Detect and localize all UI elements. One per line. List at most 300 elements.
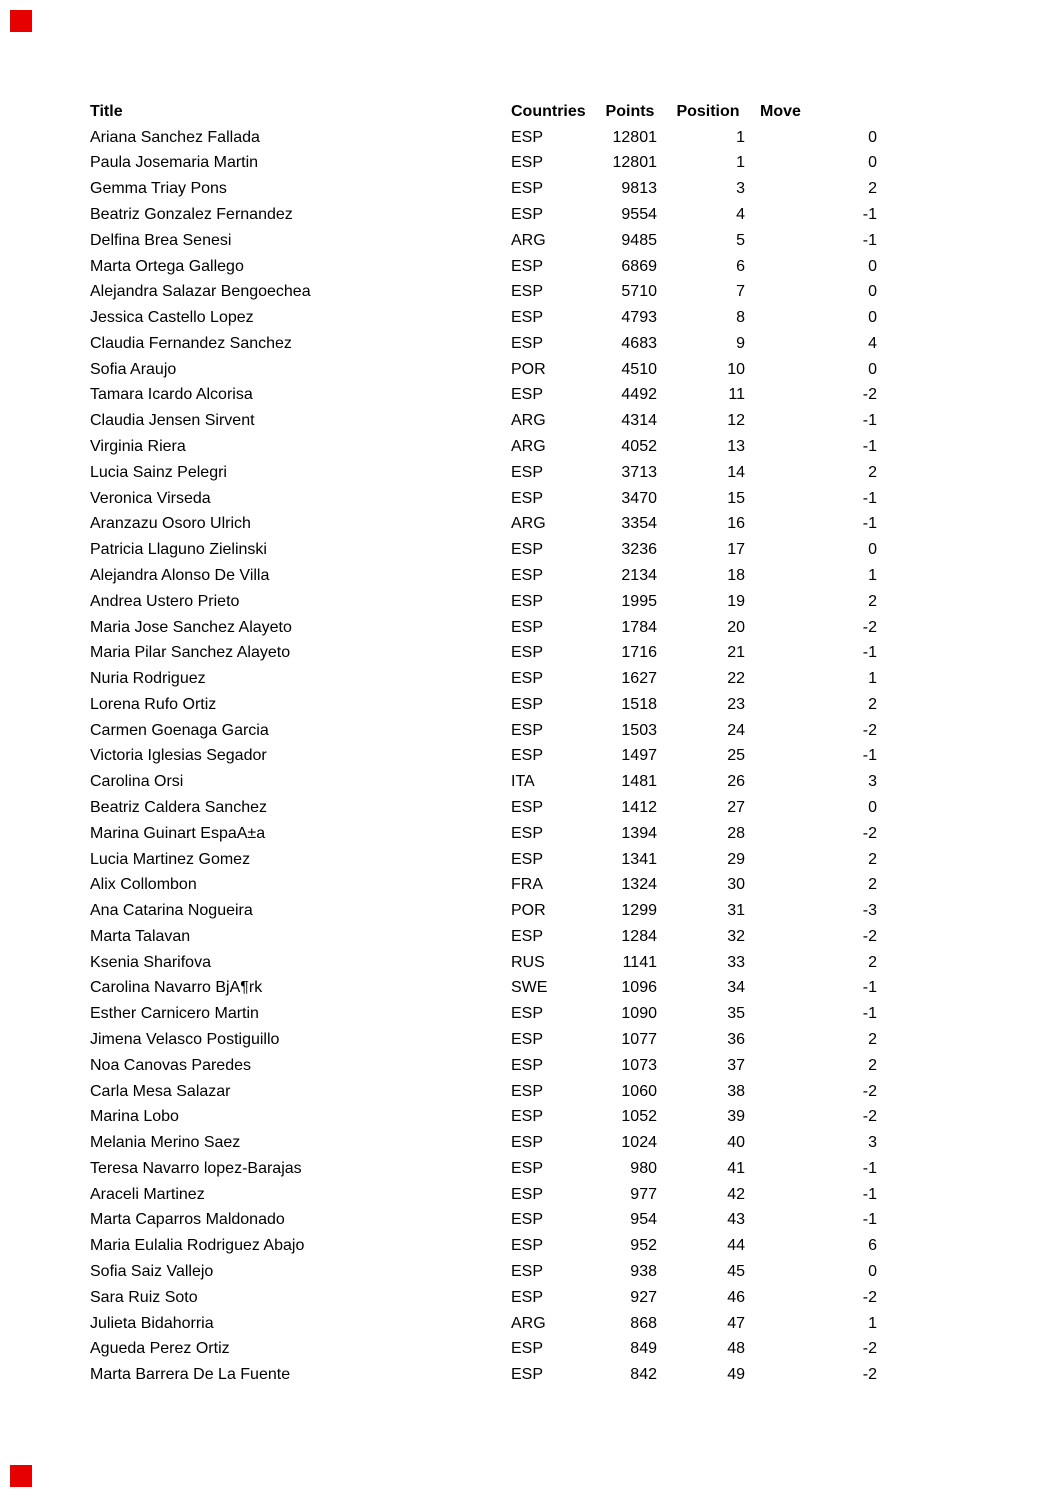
cell-player-name: Delfina Brea Senesi xyxy=(90,232,232,249)
cell-position: 31 xyxy=(727,903,745,920)
cell-country: ITA xyxy=(511,774,535,791)
cell-position: 24 xyxy=(727,722,745,739)
cell-position: 17 xyxy=(727,542,745,559)
cell-position: 41 xyxy=(727,1160,745,1177)
table-row xyxy=(90,666,884,692)
cell-position: 38 xyxy=(727,1083,745,1100)
cell-move: 2 xyxy=(868,851,877,868)
cell-country: ESP xyxy=(511,258,544,275)
cell-position: 46 xyxy=(727,1289,745,1306)
cell-country: ESP xyxy=(511,284,544,301)
table-row xyxy=(90,1285,884,1311)
cell-player-name: Ksenia Sharifova xyxy=(90,954,211,971)
cell-points: 1073 xyxy=(621,1057,657,1074)
cell-player-name: Marina Lobo xyxy=(90,1109,179,1126)
cell-move: -1 xyxy=(862,1160,877,1177)
cell-player-name: Julieta Bidahorria xyxy=(90,1315,214,1332)
cell-move: -1 xyxy=(862,980,877,997)
table-row xyxy=(90,769,884,795)
table-row xyxy=(90,151,884,177)
cell-player-name: Lucia Sainz Pelegri xyxy=(90,464,227,481)
table-row xyxy=(90,898,884,924)
cell-points: 1481 xyxy=(621,774,657,791)
cell-country: ESP xyxy=(511,1109,544,1126)
cell-move: -3 xyxy=(862,903,877,920)
cell-move: -2 xyxy=(862,1083,877,1100)
table-row xyxy=(90,254,884,280)
cell-country: ARG xyxy=(511,413,546,430)
cell-move: -1 xyxy=(862,490,877,507)
cell-position: 27 xyxy=(727,799,745,816)
cell-points: 1518 xyxy=(621,696,657,713)
cell-player-name: Noa Canovas Paredes xyxy=(90,1057,251,1074)
cell-player-name: Sara Ruiz Soto xyxy=(90,1289,198,1306)
cell-points: 3236 xyxy=(621,542,657,559)
cell-player-name: Esther Carnicero Martin xyxy=(90,1006,259,1023)
table-row xyxy=(90,950,884,976)
cell-move: 2 xyxy=(868,464,877,481)
cell-move: -1 xyxy=(862,645,877,662)
table-row xyxy=(90,176,884,202)
cell-points: 952 xyxy=(630,1238,657,1255)
table-row xyxy=(90,537,884,563)
cell-position: 4 xyxy=(736,207,745,224)
cell-move: -2 xyxy=(862,825,877,842)
table-row xyxy=(90,1104,884,1130)
cell-player-name: Virginia Riera xyxy=(90,439,186,456)
table-row xyxy=(90,640,884,666)
cell-position: 1 xyxy=(736,129,745,146)
cell-position: 44 xyxy=(727,1238,745,1255)
cell-points: 4793 xyxy=(621,310,657,327)
cell-points: 5710 xyxy=(621,284,657,301)
cell-country: ESP xyxy=(511,928,544,945)
table-row xyxy=(90,1337,884,1363)
cell-move: -1 xyxy=(862,1006,877,1023)
cell-position: 1 xyxy=(736,155,745,172)
table-row xyxy=(90,976,884,1002)
cell-player-name: Marta Caparros Maldonado xyxy=(90,1212,285,1229)
cell-country: ESP xyxy=(511,567,544,584)
table-row xyxy=(90,615,884,641)
cell-position: 42 xyxy=(727,1186,745,1203)
cell-points: 1077 xyxy=(621,1032,657,1049)
table-row xyxy=(90,718,884,744)
cell-position: 3 xyxy=(736,181,745,198)
table-row xyxy=(90,228,884,254)
cell-position: 5 xyxy=(736,232,745,249)
cell-points: 3354 xyxy=(621,516,657,533)
cell-move: -2 xyxy=(862,722,877,739)
cell-position: 36 xyxy=(727,1032,745,1049)
table-row xyxy=(90,486,884,512)
cell-move: -1 xyxy=(862,748,877,765)
table-header-row xyxy=(90,99,884,125)
cell-position: 39 xyxy=(727,1109,745,1126)
cell-country: ESP xyxy=(511,1367,544,1384)
cell-position: 43 xyxy=(727,1212,745,1229)
cell-player-name: Victoria Iglesias Segador xyxy=(90,748,267,765)
cell-move: -1 xyxy=(862,413,877,430)
cell-position: 22 xyxy=(727,671,745,688)
cell-position: 14 xyxy=(727,464,745,481)
cell-position: 10 xyxy=(727,361,745,378)
cell-move: 0 xyxy=(868,129,877,146)
cell-position: 40 xyxy=(727,1135,745,1152)
cell-points: 3713 xyxy=(621,464,657,481)
cell-move: -1 xyxy=(862,207,877,224)
cell-country: ARG xyxy=(511,1315,546,1332)
cell-points: 1503 xyxy=(621,722,657,739)
cell-points: 6869 xyxy=(621,258,657,275)
cell-move: -2 xyxy=(862,1109,877,1126)
cell-points: 842 xyxy=(630,1367,657,1384)
cell-country: ESP xyxy=(511,748,544,765)
cell-player-name: Sofia Saiz Vallejo xyxy=(90,1264,214,1281)
cell-country: ESP xyxy=(511,645,544,662)
cell-player-name: Sofia Araujo xyxy=(90,361,177,378)
cell-points: 1394 xyxy=(621,825,657,842)
red-square-marker-top xyxy=(10,10,32,32)
table-row xyxy=(90,1182,884,1208)
cell-points: 1052 xyxy=(621,1109,657,1126)
cell-points: 1141 xyxy=(622,954,657,971)
table-row xyxy=(90,408,884,434)
cell-points: 2134 xyxy=(621,567,657,584)
cell-position: 25 xyxy=(727,748,745,765)
cell-player-name: Marta Talavan xyxy=(90,928,191,945)
cell-position: 26 xyxy=(727,774,745,791)
cell-country: ESP xyxy=(511,310,544,327)
cell-player-name: Araceli Martinez xyxy=(90,1186,205,1203)
cell-country: ESP xyxy=(511,1264,544,1281)
cell-points: 3470 xyxy=(621,490,657,507)
cell-position: 45 xyxy=(727,1264,745,1281)
cell-points: 4052 xyxy=(621,439,657,456)
cell-player-name: Jessica Castello Lopez xyxy=(90,310,254,327)
table-row xyxy=(90,872,884,898)
cell-country: ESP xyxy=(511,619,544,636)
table-row xyxy=(90,279,884,305)
cell-move: 6 xyxy=(868,1238,877,1255)
table-row xyxy=(90,434,884,460)
cell-country: ESP xyxy=(511,207,544,224)
cell-country: ESP xyxy=(511,825,544,842)
cell-move: -1 xyxy=(862,439,877,456)
cell-country: ESP xyxy=(511,181,544,198)
cell-points: 1627 xyxy=(621,671,657,688)
cell-position: 33 xyxy=(727,954,745,971)
cell-move: -1 xyxy=(862,1212,877,1229)
cell-country: POR xyxy=(511,903,546,920)
table-row xyxy=(90,744,884,770)
cell-move: -2 xyxy=(862,387,877,404)
table-row xyxy=(90,383,884,409)
cell-player-name: Ana Catarina Nogueira xyxy=(90,903,253,920)
cell-move: -2 xyxy=(862,928,877,945)
table-row xyxy=(90,460,884,486)
cell-player-name: Melania Merino Saez xyxy=(90,1135,241,1152)
cell-position: 19 xyxy=(727,593,745,610)
cell-move: -2 xyxy=(862,1367,877,1384)
cell-move: 0 xyxy=(868,361,877,378)
cell-position: 13 xyxy=(727,439,745,456)
cell-move: 0 xyxy=(868,799,877,816)
cell-position: 37 xyxy=(727,1057,745,1074)
cell-points: 954 xyxy=(630,1212,657,1229)
cell-points: 1096 xyxy=(621,980,657,997)
cell-position: 6 xyxy=(736,258,745,275)
cell-country: ESP xyxy=(511,1160,544,1177)
cell-player-name: Maria Eulalia Rodriguez Abajo xyxy=(90,1238,305,1255)
cell-move: 4 xyxy=(868,335,877,352)
cell-country: SWE xyxy=(511,980,548,997)
table-row xyxy=(90,1233,884,1259)
cell-points: 1412 xyxy=(621,799,657,816)
cell-move: 2 xyxy=(868,1032,877,1049)
cell-position: 29 xyxy=(727,851,745,868)
table-row xyxy=(90,357,884,383)
cell-player-name: Marina Guinart EspaÃ±a xyxy=(90,825,266,842)
cell-player-name: Carla Mesa Salazar xyxy=(90,1083,231,1100)
cell-points: 12801 xyxy=(612,129,657,146)
cell-points: 4510 xyxy=(621,361,657,378)
cell-position: 15 xyxy=(727,490,745,507)
cell-country: ESP xyxy=(511,387,544,404)
cell-points: 9485 xyxy=(621,232,657,249)
cell-player-name: Marta Barrera De La Fuente xyxy=(90,1367,291,1384)
cell-country: ESP xyxy=(511,1057,544,1074)
cell-points: 1324 xyxy=(621,877,657,894)
cell-move: 1 xyxy=(868,567,877,584)
cell-points: 1024 xyxy=(621,1135,657,1152)
cell-country: ESP xyxy=(511,542,544,559)
cell-move: 2 xyxy=(868,593,877,610)
cell-player-name: Carolina Orsi xyxy=(90,774,184,791)
table-row xyxy=(90,1027,884,1053)
table-row xyxy=(90,1053,884,1079)
cell-country: ESP xyxy=(511,1006,544,1023)
cell-country: RUS xyxy=(511,954,545,971)
cell-player-name: Beatriz Caldera Sanchez xyxy=(90,799,267,816)
cell-player-name: Ariana Sanchez Fallada xyxy=(90,129,260,146)
cell-move: 2 xyxy=(868,877,877,894)
cell-move: -2 xyxy=(862,1289,877,1306)
cell-move: 2 xyxy=(868,1057,877,1074)
cell-country: FRA xyxy=(511,877,543,894)
cell-points: 9813 xyxy=(621,181,657,198)
cell-player-name: Aranzazu Osoro Ulrich xyxy=(90,516,251,533)
cell-move: 1 xyxy=(868,671,877,688)
column-header-countries: Countries xyxy=(511,103,586,120)
cell-player-name: Lorena Rufo Ortiz xyxy=(90,696,217,713)
cell-country: ESP xyxy=(511,722,544,739)
cell-points: 4492 xyxy=(621,387,657,404)
table-row xyxy=(90,331,884,357)
cell-move: 0 xyxy=(868,542,877,559)
cell-player-name: Carolina Navarro BjÃ¶rk xyxy=(90,980,263,997)
cell-player-name: Alix Collombon xyxy=(90,877,197,894)
cell-points: 938 xyxy=(630,1264,657,1281)
cell-points: 980 xyxy=(630,1160,657,1177)
cell-move: 3 xyxy=(868,774,877,791)
cell-player-name: Lucia Martinez Gomez xyxy=(90,851,251,868)
table-row xyxy=(90,924,884,950)
cell-country: ESP xyxy=(511,1289,544,1306)
cell-points: 849 xyxy=(630,1341,657,1358)
cell-position: 7 xyxy=(736,284,745,301)
cell-points: 4314 xyxy=(621,413,657,430)
cell-move: -1 xyxy=(862,1186,877,1203)
cell-country: ARG xyxy=(511,516,546,533)
cell-move: 1 xyxy=(868,1315,877,1332)
cell-position: 16 xyxy=(727,516,745,533)
cell-points: 1716 xyxy=(621,645,657,662)
table-row xyxy=(90,795,884,821)
cell-player-name: Nuria Rodriguez xyxy=(90,671,206,688)
cell-points: 868 xyxy=(630,1315,657,1332)
cell-player-name: Maria Jose Sanchez Alayeto xyxy=(90,619,292,636)
cell-points: 1060 xyxy=(621,1083,657,1100)
table-row xyxy=(90,1156,884,1182)
cell-player-name: Patricia Llaguno Zielinski xyxy=(90,542,267,559)
cell-country: ESP xyxy=(511,464,544,481)
cell-country: ARG xyxy=(511,232,546,249)
cell-position: 32 xyxy=(727,928,745,945)
cell-move: -2 xyxy=(862,1341,877,1358)
cell-move: 2 xyxy=(868,954,877,971)
cell-move: -1 xyxy=(862,232,877,249)
cell-position: 23 xyxy=(727,696,745,713)
cell-player-name: Marta Ortega Gallego xyxy=(90,258,244,275)
cell-move: -2 xyxy=(862,619,877,636)
cell-position: 49 xyxy=(727,1367,745,1384)
table-row xyxy=(90,692,884,718)
table-row xyxy=(90,821,884,847)
cell-move: 2 xyxy=(868,181,877,198)
cell-position: 18 xyxy=(727,567,745,584)
cell-position: 28 xyxy=(727,825,745,842)
cell-points: 927 xyxy=(630,1289,657,1306)
table-row xyxy=(90,1079,884,1105)
cell-player-name: Jimena Velasco Postiguillo xyxy=(90,1032,280,1049)
column-header-points: Points xyxy=(605,103,655,120)
cell-position: 8 xyxy=(736,310,745,327)
cell-player-name: Alejandra Salazar Bengoechea xyxy=(90,284,311,301)
table-row xyxy=(90,1259,884,1285)
table-row xyxy=(90,1208,884,1234)
rankings-table xyxy=(90,99,884,1388)
cell-position: 35 xyxy=(727,1006,745,1023)
table-row xyxy=(90,847,884,873)
cell-player-name: Agueda Perez Ortiz xyxy=(90,1341,230,1358)
table-row xyxy=(90,589,884,615)
red-square-marker-bottom xyxy=(10,1465,32,1487)
cell-player-name: Claudia Fernandez Sanchez xyxy=(90,335,292,352)
column-header-title: Title xyxy=(90,103,123,120)
cell-move: 0 xyxy=(868,1264,877,1281)
table-row xyxy=(90,1311,884,1337)
cell-position: 11 xyxy=(728,387,745,404)
cell-country: ARG xyxy=(511,439,546,456)
cell-points: 1284 xyxy=(621,928,657,945)
cell-player-name: Maria Pilar Sanchez Alayeto xyxy=(90,645,291,662)
cell-points: 4683 xyxy=(621,335,657,352)
cell-country: ESP xyxy=(511,335,544,352)
cell-points: 1497 xyxy=(621,748,657,765)
cell-country: ESP xyxy=(511,129,544,146)
cell-position: 9 xyxy=(736,335,745,352)
cell-points: 1299 xyxy=(621,903,657,920)
cell-points: 1995 xyxy=(621,593,657,610)
cell-country: ESP xyxy=(511,1238,544,1255)
cell-country: ESP xyxy=(511,1186,544,1203)
cell-country: ESP xyxy=(511,696,544,713)
cell-country: POR xyxy=(511,361,546,378)
cell-country: ESP xyxy=(511,593,544,610)
table-body xyxy=(90,125,884,1388)
cell-points: 1090 xyxy=(621,1006,657,1023)
cell-country: ESP xyxy=(511,799,544,816)
cell-position: 48 xyxy=(727,1341,745,1358)
cell-country: ESP xyxy=(511,671,544,688)
table-row xyxy=(90,1130,884,1156)
cell-country: ESP xyxy=(511,1032,544,1049)
cell-position: 47 xyxy=(727,1315,745,1332)
table-row xyxy=(90,1001,884,1027)
cell-points: 977 xyxy=(630,1186,657,1203)
cell-country: ESP xyxy=(511,851,544,868)
table-row xyxy=(90,1362,884,1388)
cell-move: 0 xyxy=(868,284,877,301)
cell-country: ESP xyxy=(511,155,544,172)
cell-country: ESP xyxy=(511,1212,544,1229)
cell-move: 0 xyxy=(868,310,877,327)
cell-move: 2 xyxy=(868,696,877,713)
cell-points: 12801 xyxy=(612,155,657,172)
column-header-move: Move xyxy=(760,103,801,120)
cell-country: ESP xyxy=(511,1083,544,1100)
cell-player-name: Paula Josemaria Martin xyxy=(90,155,259,172)
table-row xyxy=(90,125,884,151)
cell-points: 9554 xyxy=(621,207,657,224)
cell-player-name: Veronica Virseda xyxy=(90,490,211,507)
cell-position: 21 xyxy=(727,645,745,662)
cell-player-name: Teresa Navarro lopez-Barajas xyxy=(90,1160,302,1177)
cell-move: 0 xyxy=(868,155,877,172)
cell-player-name: Claudia Jensen Sirvent xyxy=(90,413,255,430)
column-header-position: Position xyxy=(676,103,740,120)
cell-position: 34 xyxy=(727,980,745,997)
cell-player-name: Carmen Goenaga Garcia xyxy=(90,722,269,739)
cell-country: ESP xyxy=(511,1135,544,1152)
cell-player-name: Alejandra Alonso De Villa xyxy=(90,567,270,584)
table-row xyxy=(90,563,884,589)
cell-points: 1341 xyxy=(621,851,657,868)
table-row xyxy=(90,512,884,538)
cell-move: -1 xyxy=(862,516,877,533)
cell-position: 20 xyxy=(727,619,745,636)
table-row xyxy=(90,202,884,228)
cell-player-name: Andrea Ustero Prieto xyxy=(90,593,240,610)
cell-move: 3 xyxy=(868,1135,877,1152)
cell-points: 1784 xyxy=(621,619,657,636)
cell-player-name: Beatriz Gonzalez Fernandez xyxy=(90,207,293,224)
cell-move: 0 xyxy=(868,258,877,275)
cell-position: 12 xyxy=(727,413,745,430)
cell-country: ESP xyxy=(511,490,544,507)
table-row xyxy=(90,305,884,331)
